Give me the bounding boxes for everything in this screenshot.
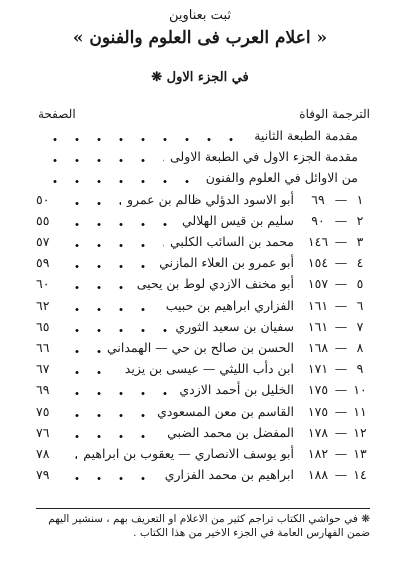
dot-leader [66,371,119,374]
entry-name: ابراهيم بن محمد الفزاري [164,467,294,483]
entry-row [36,298,370,318]
entry-dash: — [334,276,348,292]
death-year: ١٥٧ [307,276,329,292]
entry-dash: — [334,424,348,440]
entry-row [36,255,370,275]
dot-leader [66,202,121,205]
entry-number: ٣ [356,234,364,249]
dot-leader [66,392,173,395]
death-year: ١٥٤ [307,255,329,271]
entry-number: ١ [356,191,364,207]
page-number: ٦٥ [36,318,50,334]
death-year: ٦٩ [311,191,325,207]
entry-number: ١٣ [353,446,367,461]
heading-line1: ثبت بعناوين [168,8,231,23]
entry-name: الفزاري ابراهيم بن حبيب [165,297,294,313]
death-year: ١٧١ [307,361,329,377]
entry-dash: — [334,382,348,398]
entry-row [36,319,370,339]
entry-row [36,446,370,466]
page-number: ٥٠ [36,191,50,207]
page-number: ٦٢ [36,297,50,313]
entry-number: ٢ [356,212,364,228]
entry-row [36,276,370,296]
entry-row [36,467,370,487]
entry-dash: — [334,297,348,313]
page-number: ٥٩ [36,255,50,271]
intro-row [36,149,370,169]
intro-title: من الاوائل في العلوم والفنون [205,170,358,186]
entry-dash: — [334,361,348,377]
entry-dash: — [334,191,348,207]
dot-leader [66,435,161,438]
entry-row [36,213,370,233]
death-year: ١٦١ [307,297,329,313]
page-number: ٧٥ [36,403,50,419]
dot-leader [44,180,200,183]
dot-leader [66,477,159,480]
intro-row [36,170,370,190]
intro-title: مقدمة الجزء الاول في الطبعة الاولى [170,149,358,165]
entry-name: الخليل بن أحمد الازدي [179,382,294,398]
entry-dash: — [334,255,348,271]
entry-name: سفيان بن سعيد الثوري [175,318,294,334]
page-number: ٧٩ [36,467,50,483]
entry-name: محمد بن السائب الكلبي [170,234,294,249]
entry-name: القاسم بن معن المسعودي [157,403,294,419]
entry-dash: — [334,403,348,419]
entry-dash: — [334,446,348,461]
death-year: ١٧٥ [307,403,329,419]
page-number: ٦٦ [36,340,50,355]
death-year: ١٦٨ [307,340,329,355]
volume-label: في الجزء الاول ❋ [151,70,249,85]
dot-leader [66,286,131,289]
entry-dash: — [334,212,348,228]
entry-number: ٤ [356,255,364,271]
death-year: ١٦١ [307,318,329,334]
entry-name: أبو الاسود الدؤلي ظالم بن عمرو [127,191,294,207]
entry-number: ٧ [356,318,364,334]
entry-name: أبو عمرو بن العلاء المازني [159,255,294,271]
dot-leader [66,350,101,353]
column-header-entry: الترجمة الوفاة [299,107,370,121]
dot-leader [44,159,164,162]
entry-name: أبو مخنف الازدي لوط بن يحيى [136,276,294,292]
entry-number: ١٤ [353,467,367,483]
page-number: ٧٦ [36,424,50,440]
footnote: ❋ في حواشي الكتاب تراجم كثير من الاعلام او التعريف بهم ، سنشير اليهم ضمن الفهارس العامة في الجزء الاخير من هذا الكتاب . [48,513,370,539]
death-year: ١٧٨ [307,424,329,440]
page-number: ٥٧ [36,234,50,249]
page-number: ٦٩ [36,382,50,398]
death-year: ٩٠ [311,212,325,228]
death-year: ١٨٨ [307,467,329,483]
entry-name: أبو يوسف الانصاري — يعقوب بن ابراهيم [83,446,294,461]
entry-name: ابن دأب الليثي — عيسى بن يزيد [124,361,294,377]
dot-leader [66,456,77,459]
dot-leader [66,265,153,268]
entry-row [36,382,370,402]
book-title: « اعلام العرب فى العلوم والفنون » [72,28,328,48]
entry-row [36,340,370,360]
entry-number: ١١ [353,403,367,419]
entry-name: الحسن بن صالح بن حي — الهمداني [107,340,294,355]
dot-leader [66,244,164,247]
dot-leader [66,329,169,332]
entry-number: ٩ [356,361,364,377]
entry-number: ٥ [356,276,364,292]
entry-row [36,361,370,381]
entry-row [36,192,370,212]
entry-number: ٦ [356,297,364,313]
entry-dash: — [334,340,348,355]
death-year: ١٧٥ [307,382,329,398]
dot-leader [44,138,248,141]
page-number: ٧٨ [36,446,50,461]
page-number: ٦٠ [36,276,50,292]
entry-dash: — [334,234,348,249]
dot-leader [66,414,151,417]
page-number: ٥٥ [36,212,50,228]
page-number: ٦٧ [36,361,50,377]
entry-row [36,425,370,445]
entry-row [36,404,370,424]
entry-name: المفضل بن محمد الضبي [167,424,294,440]
entry-row [36,234,370,254]
intro-title: مقدمة الطبعة الثانية [254,128,358,143]
dot-leader [66,308,160,311]
death-year: ١٤٦ [307,234,329,249]
intro-row [36,128,370,148]
dot-leader [66,223,176,226]
entry-dash: — [334,467,348,483]
entry-number: ١٠ [353,382,367,398]
death-year: ١٨٢ [307,446,329,461]
entry-number: ٨ [356,340,364,355]
column-header-page: الصفحة [38,107,76,121]
entry-number: ١٢ [353,424,367,440]
entry-name: سليم بن قيس الهلالي [181,212,294,228]
entry-dash: — [334,318,348,334]
footnote-rule [36,508,370,509]
